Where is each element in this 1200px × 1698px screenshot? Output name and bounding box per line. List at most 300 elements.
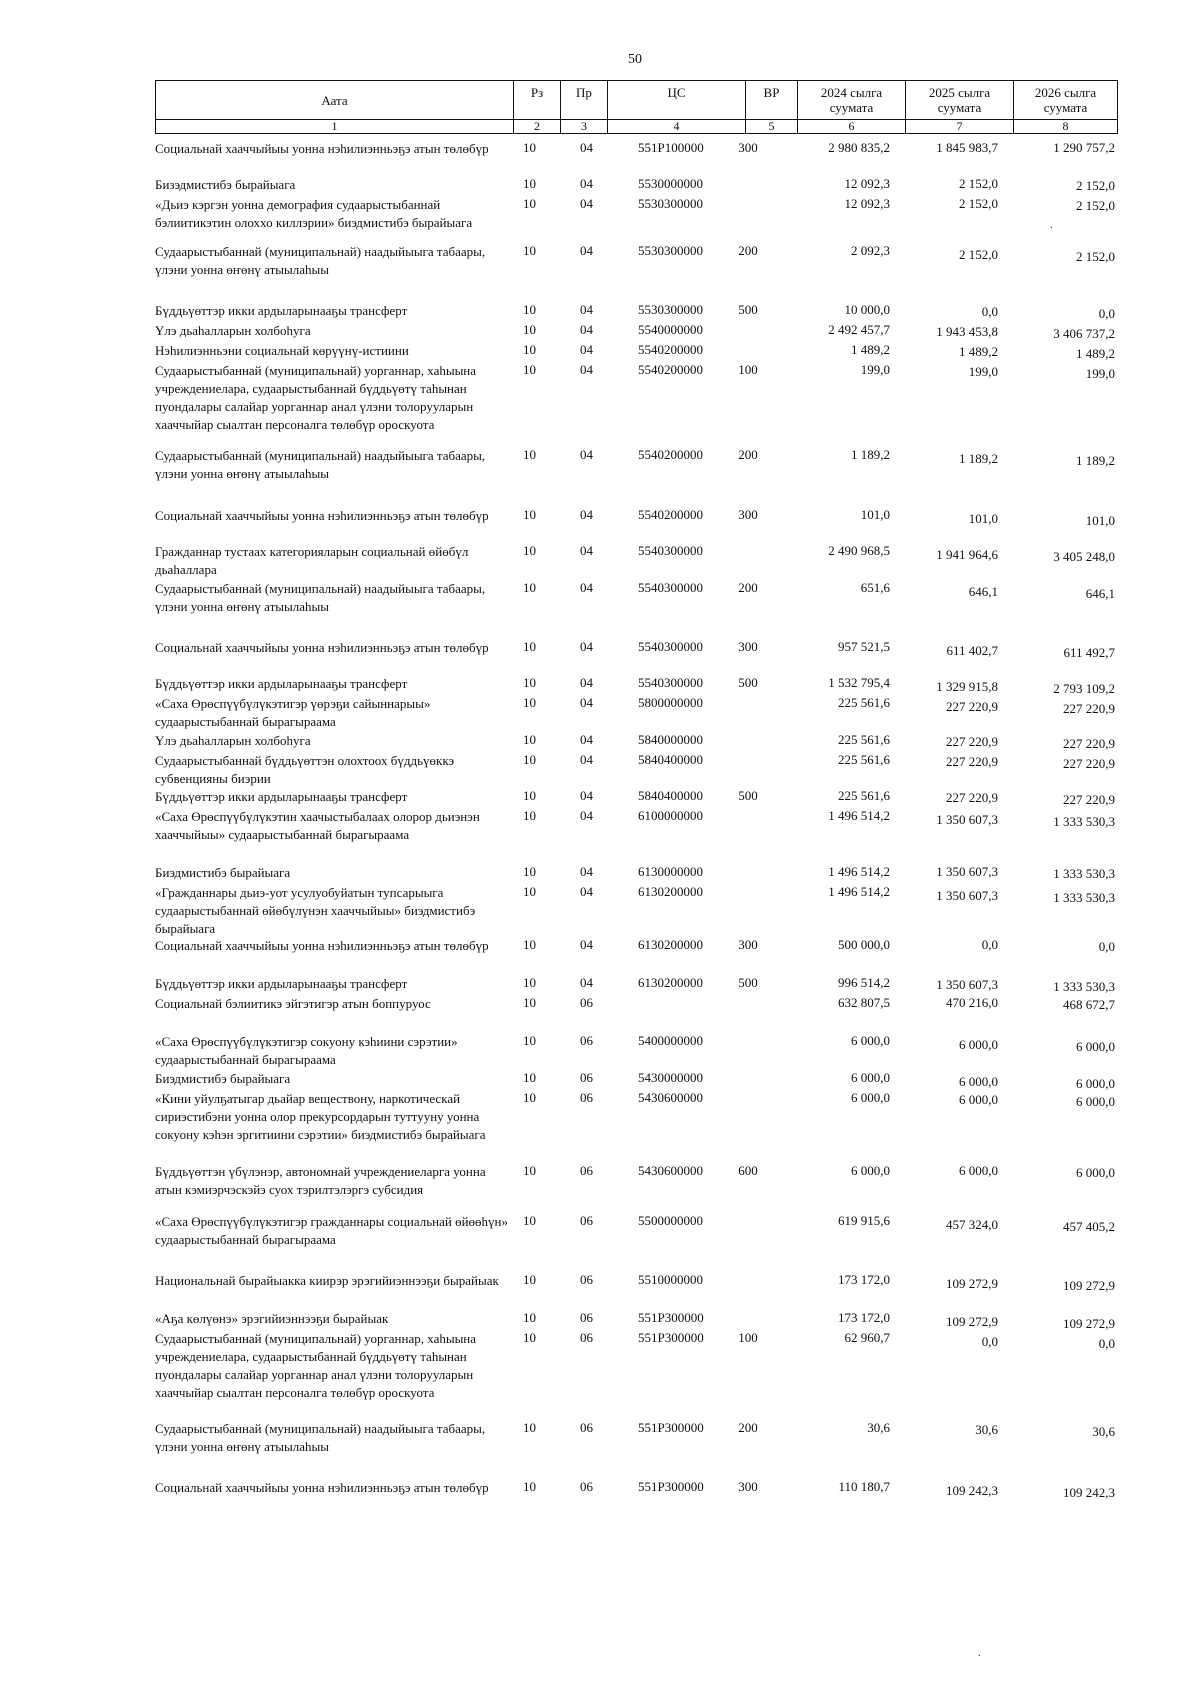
row-vr: 200	[738, 580, 758, 595]
row-amount-2025: 1 489,2	[959, 344, 998, 359]
col-number: 1	[156, 120, 514, 134]
row-rz: 10	[523, 507, 536, 522]
row-rz: 10	[523, 140, 536, 155]
table-row	[155, 1163, 1135, 1199]
row-cs: 551P300000	[638, 1330, 704, 1345]
row-rz: 10	[523, 937, 536, 952]
row-amount-2026: 101,0	[1085, 513, 1115, 528]
row-pr: 04	[580, 543, 593, 558]
row-amount-2026: 3 405 248,0	[1053, 549, 1115, 564]
table-row	[155, 1420, 1135, 1456]
row-amount-2024: 225 561,6	[838, 695, 890, 710]
row-pr: 04	[580, 884, 593, 899]
row-pr: 06	[580, 1163, 593, 1178]
row-amount-2026: 1 189,2	[1076, 453, 1115, 468]
row-vr: 300	[738, 639, 758, 654]
row-pr: 04	[580, 140, 593, 155]
row-pr: 04	[580, 752, 593, 767]
row-rz: 10	[523, 243, 536, 258]
table-row	[155, 639, 1135, 660]
row-pr: 06	[580, 1033, 593, 1048]
table-row	[155, 864, 1135, 882]
row-amount-2026: 6 000,0	[1076, 1039, 1115, 1054]
row-name: Биэдмистибэ бырайыага	[155, 865, 291, 880]
row-rz: 10	[523, 695, 536, 710]
row-rz: 10	[523, 302, 536, 317]
row-vr: 500	[738, 302, 758, 317]
row-amount-2025: 0,0	[981, 304, 998, 319]
row-cs: 5840400000	[638, 788, 703, 803]
row-pr: 04	[580, 639, 593, 654]
table-row	[155, 580, 1135, 616]
col-2026-header: 2026 сылга суумата	[1014, 81, 1118, 120]
row-name: «Саха Өрөспүүбүлүкэтигэр гражданнары социальнай өйөөһүн» судаарыстыбаннай бырагыраама	[155, 1214, 508, 1247]
table-row	[155, 322, 1135, 340]
row-cs: 5540200000	[638, 447, 703, 462]
row-amount-2024: 199,0	[860, 362, 890, 377]
row-vr: 200	[738, 447, 758, 462]
row-amount-2025: 6 000,0	[959, 1092, 998, 1107]
row-pr: 06	[580, 1070, 593, 1085]
table-row	[155, 1090, 1135, 1144]
row-vr: 300	[738, 140, 758, 155]
row-rz: 10	[523, 788, 536, 803]
row-vr: 100	[738, 1330, 758, 1345]
row-name: Национальнай бырайыакка киирэр эрэгийиэннээҕи бырайыак	[155, 1273, 499, 1288]
row-amount-2024: 957 521,5	[838, 639, 890, 654]
row-rz: 10	[523, 1272, 536, 1287]
row-cs: 6130000000	[638, 864, 703, 879]
row-pr: 04	[580, 864, 593, 879]
row-name: Бүддьүөттэр икки ардыларынааҕы трансферт	[155, 789, 408, 804]
row-amount-2024: 2 492 457,7	[828, 322, 890, 337]
row-name: Судаарыстыбаннай бүддьүөттэн олохтоох бүддьүөккэ субвенцияны биэрии	[155, 753, 455, 786]
row-rz: 10	[523, 808, 536, 823]
row-amount-2025: 2 152,0	[959, 176, 998, 191]
row-cs: 5530300000	[638, 302, 703, 317]
table-row	[155, 1033, 1135, 1069]
col-number: 7	[906, 120, 1014, 134]
row-cs: 5430600000	[638, 1090, 703, 1105]
row-name: Социальнай бэлиитикэ эйгэтигэр атын боппуруос	[155, 996, 431, 1011]
row-name: «Кини уйулҕатыгар дьайар веществону, наркотическай сириэстибэни уонна олор прекурсордарын туттууну уонна сокуону кэһэн эргитиини сэрэтии» биэдмистибэ бырайыага	[155, 1091, 486, 1142]
row-pr: 04	[580, 196, 593, 211]
row-name: Социальнай хааччыйыы уонна нэһилиэнньэҕэ атын төлөбүр	[155, 938, 489, 953]
row-amount-2026: 0,0	[1098, 306, 1115, 321]
row-rz: 10	[523, 1090, 536, 1105]
row-amount-2025: 1 845 983,7	[936, 140, 998, 155]
row-rz: 10	[523, 176, 536, 191]
row-cs: 5540300000	[638, 580, 703, 595]
row-amount-2026: 2 152,0	[1076, 198, 1115, 213]
row-amount-2026: 1 333 530,3	[1053, 979, 1115, 994]
row-amount-2025: 1 350 607,3	[936, 977, 998, 992]
row-amount-2026: 0,0	[1098, 939, 1115, 954]
row-amount-2024: 6 000,0	[851, 1163, 890, 1178]
row-cs: 5540200000	[638, 342, 703, 357]
row-rz: 10	[523, 1213, 536, 1228]
table-row	[155, 884, 1135, 938]
col-2024-header: 2024 сылга суумата	[798, 81, 906, 120]
table-row	[155, 1213, 1135, 1249]
row-amount-2025: 227 220,9	[946, 790, 998, 805]
row-amount-2024: 173 172,0	[838, 1310, 890, 1325]
row-amount-2025: 227 220,9	[946, 754, 998, 769]
row-cs: 551P100000	[638, 140, 704, 155]
row-amount-2026: 6 000,0	[1076, 1165, 1115, 1180]
row-name: Судаарыстыбаннай (муниципальнай) наадыйыыга табаары, үлэни уонна өҥөнү атыылаһыы	[155, 581, 486, 614]
row-name: «Саха Өрөспүүбүлүкэтигэр сокуону кэһиини сэрэтии» судаарыстыбаннай бырагыраама	[155, 1034, 458, 1067]
row-amount-2024: 10 000,0	[844, 302, 890, 317]
col-number: 2	[514, 120, 561, 134]
col-name-header: Аата	[156, 81, 514, 120]
row-amount-2026: 227 220,9	[1063, 756, 1115, 771]
table-row	[155, 1479, 1135, 1500]
col-number: 5	[746, 120, 798, 134]
row-vr: 100	[738, 362, 758, 377]
row-amount-2026: 2 152,0	[1076, 178, 1115, 193]
row-cs: 6130200000	[638, 975, 703, 990]
row-amount-2026: 1 489,2	[1076, 346, 1115, 361]
row-amount-2024: 1 496 514,2	[828, 884, 890, 899]
row-amount-2024: 62 960,7	[844, 1330, 890, 1345]
row-cs: 5800000000	[638, 695, 703, 710]
row-rz: 10	[523, 884, 536, 899]
row-amount-2024: 1 496 514,2	[828, 808, 890, 823]
row-amount-2024: 225 561,6	[838, 732, 890, 747]
row-rz: 10	[523, 1070, 536, 1085]
row-cs: 551P300000	[638, 1420, 704, 1435]
row-cs: 5540000000	[638, 322, 703, 337]
row-name: Судаарыстыбаннай (муниципальнай) уорганнар, хаһыына учреждениелара, судаарыстыбаннай бүддьүөтү таһынан пуондалары салайар уорганнар анал үлэни толорууларын хааччыйар сыалтан персоналга төлөбүр ороскуота	[155, 363, 477, 432]
row-pr: 04	[580, 580, 593, 595]
row-name: Бүддьүөттэн үбүлэнэр, автономнай учреждениеларга уонна атын кэмиэрчэскэйэ суох тэрилтэлэргэ субсидия	[155, 1164, 486, 1197]
row-name: Бүддьүөттэр икки ардыларынааҕы трансферт	[155, 303, 408, 318]
row-pr: 04	[580, 447, 593, 462]
row-pr: 04	[580, 322, 593, 337]
row-amount-2024: 6 000,0	[851, 1033, 890, 1048]
row-cs: 5530300000	[638, 196, 703, 211]
row-amount-2026: 6 000,0	[1076, 1076, 1115, 1091]
row-amount-2024: 173 172,0	[838, 1272, 890, 1287]
row-rz: 10	[523, 196, 536, 211]
row-amount-2026: 109 272,9	[1063, 1316, 1115, 1331]
table-row	[155, 1330, 1135, 1402]
row-name: Судаарыстыбаннай (муниципальнай) наадыйыыга табаары, үлэни уонна өҥөнү атыылаһыы	[155, 244, 486, 277]
row-name: Үлэ дьаһалларын холбоһуга	[155, 323, 311, 338]
row-pr: 04	[580, 362, 593, 377]
row-rz: 10	[523, 752, 536, 767]
row-rz: 10	[523, 580, 536, 595]
row-vr: 500	[738, 975, 758, 990]
row-amount-2024: 651,6	[860, 580, 890, 595]
col-number: 4	[608, 120, 746, 134]
col-number: 3	[561, 120, 608, 134]
row-cs: 5840400000	[638, 752, 703, 767]
table-row	[155, 196, 1135, 232]
col-2025-header: 2025 сылга суумата	[906, 81, 1014, 120]
row-rz: 10	[523, 447, 536, 462]
table-row	[155, 695, 1135, 731]
row-pr: 04	[580, 507, 593, 522]
row-cs: 6100000000	[638, 808, 703, 823]
row-cs: 5540200000	[638, 362, 703, 377]
row-cs: 5430600000	[638, 1163, 703, 1178]
row-name: «Гражданнары дьиэ-уот усулуобуйатын тупсарыыга судаарыстыбаннай өйөбүлүнэн хааччыйыы» биэдмистибэ бырайыага	[155, 885, 476, 936]
col-pr-header: Пр	[561, 81, 608, 120]
row-amount-2025: 227 220,9	[946, 734, 998, 749]
row-cs: 5530000000	[638, 176, 703, 191]
row-amount-2026: 468 672,7	[1063, 997, 1115, 1012]
row-amount-2025: 6 000,0	[959, 1163, 998, 1178]
row-rz: 10	[523, 1420, 536, 1435]
row-rz: 10	[523, 1033, 536, 1048]
row-amount-2026: 611 492,7	[1063, 645, 1115, 660]
row-amount-2026: 0,0	[1098, 1336, 1115, 1351]
row-amount-2025: 1 350 607,3	[936, 864, 998, 879]
row-pr: 04	[580, 176, 593, 191]
row-name: Социальнай хааччыйыы уонна нэһилиэнньэҕэ атын төлөбүр	[155, 1480, 489, 1495]
row-amount-2025: 457 324,0	[946, 1217, 998, 1232]
row-amount-2026: 1 333 530,3	[1053, 814, 1115, 829]
row-cs: 551P300000	[638, 1479, 704, 1494]
row-amount-2025: 6 000,0	[959, 1074, 998, 1089]
row-amount-2024: 996 514,2	[838, 975, 890, 990]
row-name: Биэдмистибэ бырайыага	[155, 1071, 291, 1086]
row-amount-2025: 470 216,0	[946, 995, 998, 1010]
row-pr: 04	[580, 342, 593, 357]
row-amount-2026: 227 220,9	[1063, 736, 1115, 751]
row-pr: 06	[580, 1090, 593, 1105]
table-row	[155, 1070, 1135, 1091]
table-row	[155, 937, 1135, 955]
row-amount-2024: 225 561,6	[838, 788, 890, 803]
row-cs: 5540200000	[638, 507, 703, 522]
row-cs: 6130200000	[638, 884, 703, 899]
row-amount-2026: 3 406 737,2	[1053, 326, 1115, 341]
row-rz: 10	[523, 1479, 536, 1494]
table-row	[155, 243, 1135, 279]
row-amount-2024: 1 189,2	[851, 447, 890, 462]
row-amount-2024: 2 490 968,5	[828, 543, 890, 558]
row-pr: 06	[580, 1213, 593, 1228]
row-rz: 10	[523, 975, 536, 990]
row-amount-2024: 110 180,7	[838, 1479, 890, 1494]
row-amount-2025: 646,1	[968, 584, 998, 599]
table-row	[155, 732, 1135, 750]
row-rz: 10	[523, 639, 536, 654]
row-amount-2026: 1 290 757,2	[1053, 140, 1115, 155]
row-pr: 06	[580, 1479, 593, 1494]
row-amount-2025: 109 272,9	[946, 1314, 998, 1329]
row-amount-2025: 611 402,7	[946, 643, 998, 658]
table-row	[155, 975, 1135, 993]
row-amount-2026: 109 242,3	[1063, 1485, 1115, 1500]
table-row	[155, 808, 1135, 844]
row-amount-2024: 2 092,3	[851, 243, 890, 258]
row-cs: 5540300000	[638, 675, 703, 690]
row-amount-2024: 12 092,3	[844, 176, 890, 191]
row-name: Социальнай хааччыйыы уонна нэһилиэнньэҕэ атын төлөбүр	[155, 640, 489, 655]
table-row	[155, 543, 1135, 579]
row-amount-2026: 2 793 109,2	[1053, 681, 1115, 696]
row-amount-2026: 1 333 530,3	[1053, 866, 1115, 881]
row-rz: 10	[523, 675, 536, 690]
row-cs: 5540300000	[638, 639, 703, 654]
row-pr: 06	[580, 1310, 593, 1325]
row-amount-2025: 101,0	[968, 511, 998, 526]
row-rz: 10	[523, 543, 536, 558]
row-name: Нэһилиэнньэни социальнай көрүүнү-истиини	[155, 343, 409, 358]
row-amount-2025: 227 220,9	[946, 699, 998, 714]
row-amount-2025: 199,0	[968, 364, 998, 379]
row-amount-2024: 30,6	[867, 1420, 890, 1435]
row-pr: 04	[580, 243, 593, 258]
row-amount-2024: 619 915,6	[838, 1213, 890, 1228]
row-pr: 04	[580, 695, 593, 710]
col-number: 8	[1014, 120, 1118, 134]
row-cs: 5500000000	[638, 1213, 703, 1228]
row-amount-2025: 1 943 453,8	[936, 324, 998, 339]
row-amount-2025: 1 350 607,3	[936, 812, 998, 827]
row-amount-2025: 1 350 607,3	[936, 888, 998, 903]
row-pr: 06	[580, 1272, 593, 1287]
row-name: Социальнай хааччыйыы уонна нэһилиэнньэҕэ атын төлөбүр	[155, 141, 489, 156]
row-cs: 5540300000	[638, 543, 703, 558]
row-amount-2025: 6 000,0	[959, 1037, 998, 1052]
row-amount-2025: 0,0	[981, 1334, 998, 1349]
row-amount-2026: 2 152,0	[1076, 249, 1115, 264]
table-row	[155, 752, 1135, 788]
row-rz: 10	[523, 1163, 536, 1178]
row-amount-2026: 457 405,2	[1063, 1219, 1115, 1234]
row-amount-2024: 1 489,2	[851, 342, 890, 357]
row-amount-2025: 1 329 915,8	[936, 679, 998, 694]
row-amount-2026: 1 333 530,3	[1053, 890, 1115, 905]
row-amount-2026: 227 220,9	[1063, 701, 1115, 716]
row-vr: 500	[738, 675, 758, 690]
row-pr: 04	[580, 808, 593, 823]
row-vr: 300	[738, 507, 758, 522]
row-pr: 04	[580, 975, 593, 990]
row-rz: 10	[523, 864, 536, 879]
row-pr: 04	[580, 788, 593, 803]
row-amount-2025: 1 189,2	[959, 451, 998, 466]
row-amount-2024: 12 092,3	[844, 196, 890, 211]
row-cs: 5530300000	[638, 243, 703, 258]
row-rz: 10	[523, 732, 536, 747]
table-row	[155, 176, 1135, 194]
row-amount-2025: 2 152,0	[959, 196, 998, 211]
row-pr: 06	[580, 1330, 593, 1345]
row-amount-2024: 1 532 795,4	[828, 675, 890, 690]
row-rz: 10	[523, 995, 536, 1010]
row-amount-2024: 6 000,0	[851, 1070, 890, 1085]
row-pr: 06	[580, 995, 593, 1010]
row-amount-2024: 101,0	[860, 507, 890, 522]
row-rz: 10	[523, 362, 536, 377]
row-vr: 300	[738, 1479, 758, 1494]
row-amount-2025: 109 272,9	[946, 1276, 998, 1291]
row-amount-2025: 0,0	[981, 937, 998, 952]
table-row	[155, 788, 1135, 806]
page-number: 50	[628, 52, 642, 67]
row-name: «Аҕа көлүөнэ» эрэгийиэннээҕи бырайыак	[155, 1311, 389, 1326]
row-vr: 300	[738, 937, 758, 952]
table-row	[155, 675, 1135, 696]
row-rz: 10	[523, 1310, 536, 1325]
row-amount-2025: 30,6	[975, 1422, 998, 1437]
row-vr: 200	[738, 243, 758, 258]
col-number: 6	[798, 120, 906, 134]
row-rz: 10	[523, 322, 536, 337]
row-amount-2024: 632 807,5	[838, 995, 890, 1010]
table-row	[155, 1310, 1135, 1331]
row-name: Бүддьүөттэр икки ардыларынааҕы трансферт	[155, 676, 408, 691]
row-amount-2026: 30,6	[1092, 1424, 1115, 1439]
table-row	[155, 1272, 1135, 1293]
row-pr: 04	[580, 937, 593, 952]
table-row	[155, 447, 1135, 483]
table-row	[155, 362, 1135, 434]
row-vr: 500	[738, 788, 758, 803]
col-cs-header: ЦС	[608, 81, 746, 120]
row-amount-2025: 2 152,0	[959, 247, 998, 262]
row-vr: 200	[738, 1420, 758, 1435]
row-cs: 5840000000	[638, 732, 703, 747]
row-name: «Дьиэ кэргэн уонна демография судаарыстыбаннай бэлиитикэтин олоххо киллэрии» биэдмистибэ бырайыага	[155, 197, 473, 230]
row-amount-2024: 1 496 514,2	[828, 864, 890, 879]
row-name: Социальнай хааччыйыы уонна нэһилиэнньэҕэ атын төлөбүр	[155, 508, 489, 523]
row-cs: 5510000000	[638, 1272, 703, 1287]
table-row	[155, 140, 1135, 158]
col-rz-header: Рз	[514, 81, 561, 120]
row-rz: 10	[523, 342, 536, 357]
row-amount-2024: 225 561,6	[838, 752, 890, 767]
row-name: Үлэ дьаһалларын холбоһуга	[155, 733, 311, 748]
row-pr: 06	[580, 1420, 593, 1435]
scan-speck: .	[978, 1648, 981, 1659]
row-cs: 5400000000	[638, 1033, 703, 1048]
row-amount-2026: 109 272,9	[1063, 1278, 1115, 1293]
row-name: «Саха Өрөспүүбүлүкэтигэр үөрэҕи сайыннарыы» судаарыстыбаннай бырагыраама	[155, 696, 431, 729]
table-header	[155, 80, 1118, 134]
row-pr: 04	[580, 302, 593, 317]
row-name: Гражданнар тустаах категорияларын социальнай өйөбүл дьаһаллара	[155, 544, 469, 577]
row-cs: 5430000000	[638, 1070, 703, 1085]
col-vr-header: ВР	[746, 81, 798, 120]
row-rz: 10	[523, 1330, 536, 1345]
row-amount-2026: 199,0	[1085, 366, 1115, 381]
row-amount-2024: 2 980 835,2	[828, 140, 890, 155]
row-amount-2026: 646,1	[1085, 586, 1115, 601]
row-amount-2026: 6 000,0	[1076, 1094, 1115, 1109]
row-name: Судаарыстыбаннай (муниципальнай) наадыйыыга табаары, үлэни уонна өҥөнү атыылаһыы	[155, 448, 486, 481]
row-name: Судаарыстыбаннай (муниципальнай) наадыйыыга табаары, үлэни уонна өҥөнү атыылаһыы	[155, 1421, 486, 1454]
row-name: Судаарыстыбаннай (муниципальнай) уорганнар, хаһыына учреждениелара, судаарыстыбаннай бүддьүөтү таһынан пуондалары салайар уорганнар анал үлэни толорууларын хааччыйар сыалтан персоналга төлөбүр ороскуота	[155, 1331, 477, 1400]
row-amount-2025: 1 941 964,6	[936, 547, 998, 562]
table-row	[155, 302, 1135, 320]
row-amount-2024: 6 000,0	[851, 1090, 890, 1105]
row-name: Бизэдмистибэ бырайыага	[155, 177, 296, 192]
row-cs: 551P300000	[638, 1310, 704, 1325]
row-amount-2026: 227 220,9	[1063, 792, 1115, 807]
row-pr: 04	[580, 732, 593, 747]
table-row	[155, 995, 1135, 1013]
row-name: Бүддьүөттэр икки ардыларынааҕы трансферт	[155, 976, 408, 991]
row-pr: 04	[580, 675, 593, 690]
scan-speck: .	[1050, 220, 1053, 231]
